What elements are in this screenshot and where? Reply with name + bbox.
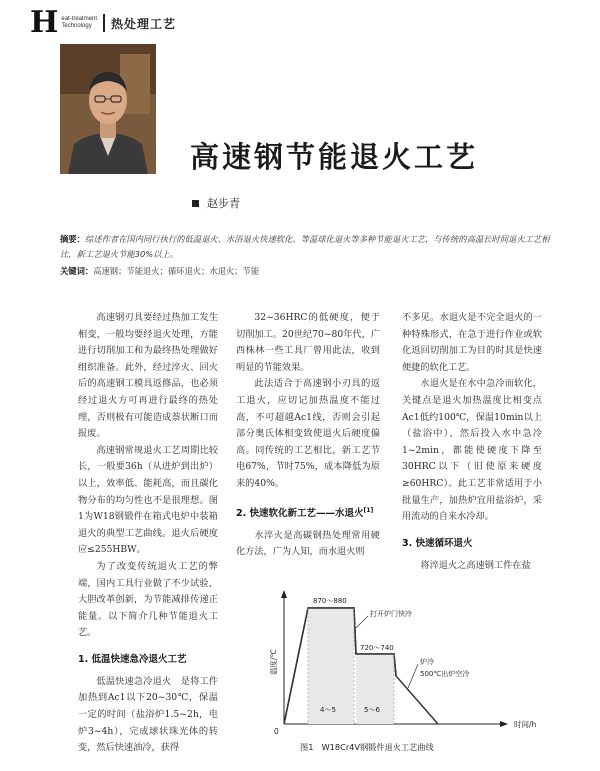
header-english-label xyxy=(61,16,97,30)
annotation-arrow xyxy=(408,664,418,688)
y-axis-arrow xyxy=(281,590,287,598)
paragraph: 为了改变传统退火工艺的弊端，国内工具行业做了不少试验，大胆改革创新，为节能减排传递正能量。以下简介几种节能退火工艺。 xyxy=(78,560,218,639)
portrait-image xyxy=(60,44,156,174)
body-column-1 xyxy=(78,310,218,757)
annotation-arrow xyxy=(356,616,368,628)
journal-header xyxy=(30,5,177,40)
paragraph: 32~36HRC的低硬度，便于切削加工。20世纪70~80年代，广西株林一些工具厂曾用此法，收到明显的节能效果。 xyxy=(236,312,380,373)
paragraph: 将淬退火之高速钢工件在盐 xyxy=(420,559,531,571)
origin-label: 0 xyxy=(274,727,279,736)
paragraph: 水淬火是高碳钢热处理常用硬化方法，广为人知，而水退火则 xyxy=(236,529,380,558)
x-axis-label: 时间/h xyxy=(514,720,537,729)
keywords-text: 高速钢；节能退火；循环退火；水退火；节能 xyxy=(93,266,260,276)
abstract xyxy=(60,232,560,262)
section-heading-2 xyxy=(236,503,380,522)
body-column-3 xyxy=(402,310,542,574)
heading-text: 2. 快速软化新工艺——水退火 xyxy=(236,507,364,519)
article-title: 高速钢节能退火工艺 xyxy=(190,140,479,174)
author-bullet xyxy=(192,200,199,207)
figure-1 xyxy=(268,588,558,738)
section-heading-1: 1. 低温快速急冷退火工艺 xyxy=(78,653,187,665)
y-axis-label: 温度/℃ xyxy=(269,649,278,675)
abstract-text: 综述作者在国内同行执行的低温退火、水浴退火快速软化、等温球化退火等多种节能退火工艺，与传统的高温长时间退火工艺相比，新工艺退火节能30%以上。 xyxy=(60,234,550,259)
section-heading-3: 3. 快速循环退火 xyxy=(402,537,473,549)
header-big-letter: H xyxy=(30,5,59,40)
header-divider xyxy=(103,14,105,32)
x-axis-arrow xyxy=(500,721,508,727)
paragraph: 水退火是在水中急冷而软化，关键点是退火加热温度比相变点Ac1低约100℃，保温10min以上（盐浴中），然后投入水中急冷1~2min，都能使硬度下降至30HRC以下（旧使原来硬度≥60HRC）。此工艺非常适用于小批量生产，加热炉宜用盐浴炉，采用流动的自来水冷却。 xyxy=(402,378,542,523)
keywords-label: 关键词： xyxy=(60,266,94,276)
paragraph: 此法适合于高速钢小刃具的返工退火，应切记加热温度不能过高，不可超越Ac1线，否则会引起部分奥氏体相变致使退火后硬度偏高。同传统的工艺相比，新工艺节电67%，节时75%，成本降低为原来的40%。 xyxy=(236,378,380,489)
temp-label-720-740: 720～740 xyxy=(360,644,394,652)
time-label-5-6: 5～6 xyxy=(364,706,380,714)
paragraph: 高速钢常规退火工艺周期比较长，一般要36h（从进炉到出炉）以上，效率低、能耗高，而且碳化物分布的均匀性也不是很理想。图1为W18钢锻件在箱式电炉中装箱退火的典型工艺曲线。退火后硬度应≤255HBW。 xyxy=(78,444,218,556)
temp-label-870-880: 870～880 xyxy=(313,597,347,605)
label-open-door: 打开炉门快冷 xyxy=(370,610,412,618)
header-eng-line2: Technology xyxy=(61,23,92,29)
author-photo xyxy=(60,44,156,174)
label-air-cool: 500℃出炉空冷 xyxy=(420,670,470,678)
time-label-4-5: 4～5 xyxy=(320,706,336,714)
paragraph: 高速钢刃具要经过热加工发生相变，一般均要经退火处理，方能进行切削加工和为最终热处理做好组织准备。此外，经过淬火、回火后的高速钢工模具返修品，也必须经过退火方可再进行最终的热处理，否则极有可能造成萘状断口而报废。 xyxy=(78,312,218,440)
author-name: 赵步青 xyxy=(207,197,240,210)
label-furnace-cool: 炉冷 xyxy=(420,658,434,666)
header-eng-line1: eat-treatment xyxy=(61,16,98,22)
annealing-curve-diagram xyxy=(268,588,558,738)
paragraph: 不多见。水退火是不完全退火的一种特殊形式，在急于进行作业或软化返回切削加工为目的时其是快速便捷的软化工艺。 xyxy=(402,312,542,373)
article-author xyxy=(192,195,240,211)
keywords xyxy=(60,265,560,277)
citation-marker: [1] xyxy=(363,506,374,514)
abstract-label: 摘要： xyxy=(60,234,85,244)
figure-caption: 图1 W18Cr4V钢锻件退火工艺曲线 xyxy=(300,742,434,752)
body-column-2 xyxy=(236,310,380,561)
paragraph: 低温快速急冷退火 是将工件加热到Ac1以下20~30℃，保温一定的时间（盐浴炉1.5~2h，电炉3~4h），完成球状珠光体的转变，然后快速油冷，获得 xyxy=(78,675,218,754)
header-section-title: 热处理工艺 xyxy=(111,16,177,31)
